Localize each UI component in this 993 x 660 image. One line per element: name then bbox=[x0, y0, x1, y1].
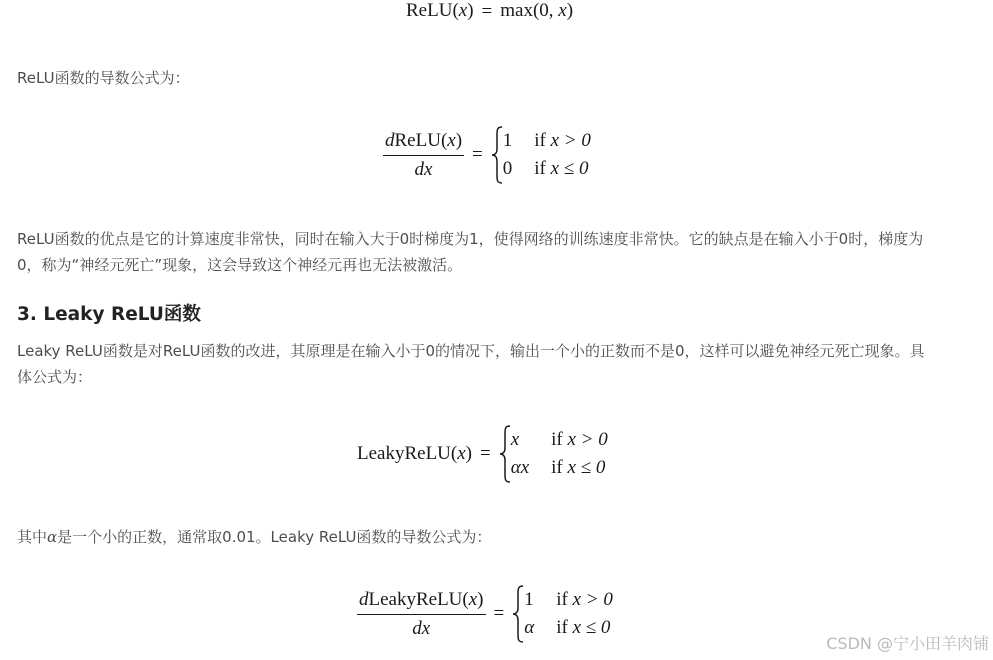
case-cond: x > 0 bbox=[550, 130, 591, 151]
relu-derivative-intro: ReLU函数的导数公式为： bbox=[17, 69, 190, 87]
case-condition bbox=[534, 127, 591, 155]
left-brace-icon bbox=[491, 126, 503, 184]
case-row bbox=[524, 586, 613, 614]
relu-formula-paren: ( bbox=[452, 0, 459, 21]
leaky-intro-line1: Leaky ReLU函数是对ReLU函数的改进，其原理是在输入小于0的情况下，输出一个小的正数而不是0，这样可以避免神经元死亡现象。具 bbox=[17, 342, 925, 360]
numerator-d: d bbox=[385, 129, 395, 151]
leaky-alpha-paragraph bbox=[17, 524, 979, 550]
case-if: if bbox=[534, 158, 546, 179]
case-if: if bbox=[556, 617, 568, 638]
relu-formula-rhs-fn: max bbox=[500, 0, 533, 21]
leaky-intro-line2: 体公式为： bbox=[17, 368, 93, 386]
leaky-derivative-fraction bbox=[357, 588, 486, 641]
case-cond: x ≤ 0 bbox=[567, 457, 606, 478]
case-if: if bbox=[551, 457, 563, 478]
leaky-lhs-fn: LeakyReLU bbox=[357, 443, 451, 464]
leaky-lhs-paren: ( bbox=[450, 443, 458, 464]
case-condition bbox=[556, 614, 613, 642]
relu-formula-paren: ) bbox=[566, 0, 574, 21]
numerator-paren: ( bbox=[462, 588, 469, 610]
case-value: 1 bbox=[502, 130, 513, 151]
relu-formula-lhs-fn: ReLU bbox=[406, 0, 453, 21]
relu-formula-var: x bbox=[458, 0, 468, 21]
leaky-lhs bbox=[357, 443, 472, 465]
numerator-fn: ReLU bbox=[394, 129, 441, 151]
relu-formula-rhs-var: x bbox=[558, 0, 567, 21]
left-brace-icon bbox=[499, 425, 511, 483]
case-row bbox=[511, 426, 608, 454]
numerator-paren: ) bbox=[455, 129, 463, 151]
relu-derivative-cases bbox=[503, 127, 591, 183]
relu-formula-args: (0, bbox=[532, 0, 559, 21]
numerator-var: x bbox=[468, 588, 478, 610]
relu-pros-cons-line1: ReLU函数的优点是它的计算速度非常快，同时在输入大于0时梯度为1，使得网络的训练速度非常快。它的缺点是在输入小于0时，梯度为 bbox=[17, 230, 924, 248]
case-cond: x ≤ 0 bbox=[572, 617, 611, 638]
case-condition bbox=[551, 454, 608, 482]
derivative-equals: = bbox=[493, 603, 505, 624]
csdn-watermark: CSDN @宁小田羊肉铺 bbox=[826, 634, 989, 653]
numerator-var: x bbox=[447, 129, 456, 151]
relu-derivative-fraction bbox=[383, 129, 464, 182]
relu-pros-cons-line2: 0，称为“神经元死亡”现象，这会导致这个神经元再也无法被激活。 bbox=[17, 256, 463, 274]
numerator-paren: ( bbox=[440, 129, 448, 151]
leaky-equals: = bbox=[480, 443, 491, 464]
case-cond: x > 0 bbox=[572, 589, 613, 610]
left-brace-icon bbox=[512, 585, 524, 643]
case-condition bbox=[556, 586, 613, 614]
case-cond: x ≤ 0 bbox=[550, 158, 589, 179]
case-if: if bbox=[551, 429, 563, 450]
alpha-text-pre: 其中 bbox=[17, 528, 48, 546]
leaky-relu-formula bbox=[357, 425, 608, 483]
case-value: αx bbox=[510, 457, 530, 478]
alpha-text-post: 是一个小的正数，通常取0.01。Leaky ReLU函数的导数公式为： bbox=[57, 528, 492, 546]
relu-derivative-formula bbox=[383, 126, 591, 184]
derivative-equals: = bbox=[472, 144, 483, 165]
case-value: x bbox=[510, 429, 520, 450]
case-condition bbox=[534, 155, 591, 183]
case-if: if bbox=[556, 589, 568, 610]
leaky-derivative-cases bbox=[524, 586, 613, 642]
case-row bbox=[524, 614, 613, 642]
fraction-denominator: dx bbox=[414, 158, 433, 180]
case-value: α bbox=[524, 617, 535, 638]
case-condition bbox=[551, 426, 608, 454]
relu-formula bbox=[406, 0, 573, 23]
fraction-numerator bbox=[383, 129, 464, 156]
relu-formula-paren: ) bbox=[467, 0, 474, 21]
numerator-d: d bbox=[359, 588, 369, 610]
leaky-lhs-paren: ) bbox=[465, 443, 472, 464]
case-value: 0 bbox=[502, 158, 513, 179]
fraction-numerator bbox=[357, 588, 486, 615]
leaky-derivative-formula bbox=[357, 585, 613, 643]
case-row bbox=[511, 454, 608, 482]
leaky-cases bbox=[511, 426, 608, 482]
alpha-symbol: α bbox=[47, 528, 58, 546]
case-if: if bbox=[534, 130, 546, 151]
numerator-paren: ) bbox=[477, 588, 484, 610]
case-cond: x > 0 bbox=[567, 429, 608, 450]
fraction-denominator: dx bbox=[412, 617, 431, 639]
leaky-lhs-var: x bbox=[457, 443, 466, 464]
numerator-fn: LeakyReLU bbox=[368, 588, 463, 610]
case-value: 1 bbox=[524, 589, 534, 610]
relu-formula-equals: = bbox=[481, 0, 493, 22]
case-row bbox=[503, 155, 591, 183]
case-row bbox=[503, 127, 591, 155]
leaky-relu-heading: 3. Leaky ReLU函数 bbox=[17, 304, 201, 325]
